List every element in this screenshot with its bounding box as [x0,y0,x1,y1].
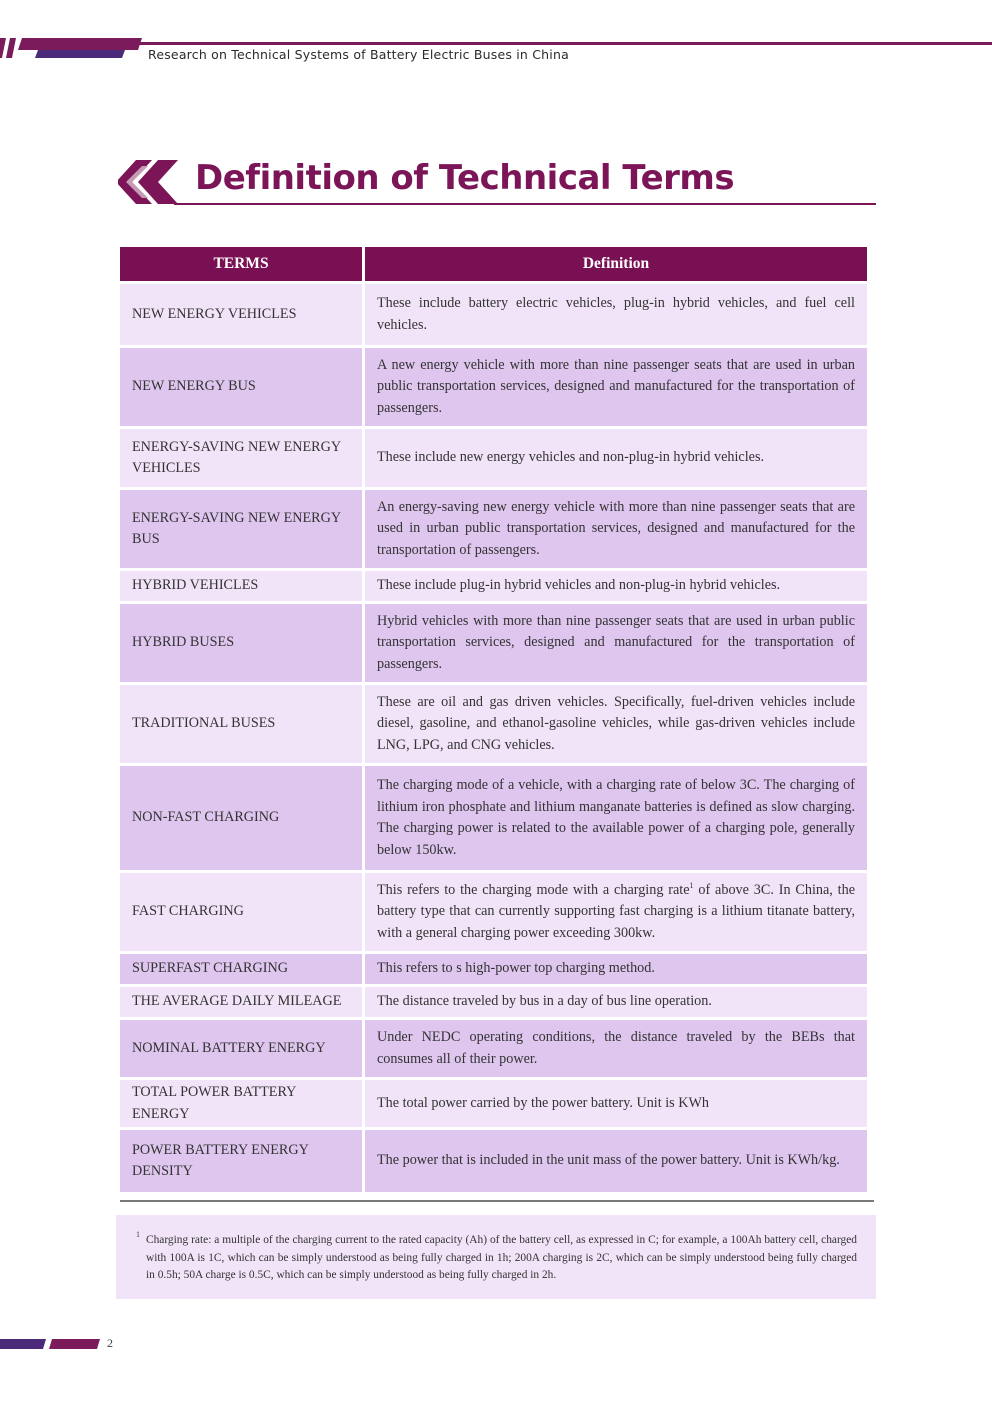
definition-cell: Hybrid vehicles with more than nine passenger seats that are used in urban public transportation services, designed and manufactured for the transportation of passengers. [365,604,867,682]
term-cell: FAST CHARGING [120,873,362,951]
definition-cell: These include battery electric vehicles, plug-in hybrid vehicles, and fuel cell vehicles. [365,284,867,345]
table-header-row [120,247,867,281]
term-cell: ENERGY-SAVING NEW ENERGY BUS [120,490,362,568]
definition-cell: These are oil and gas driven vehicles. Specifically, fuel-driven vehicles include diesel, gasoline, and ethanol-gasoline vehicles, while gas-driven vehicles include LNG, LPG, and CNG vehicles. [365,685,867,763]
column-header-terms: TERMS [120,247,362,281]
definition-text: This refers to the charging mode with a charging rate [377,881,690,898]
footnote-reference[interactable]: 1 [689,880,694,890]
definition-cell: These include plug-in hybrid vehicles and non-plug-in hybrid vehicles. [365,571,867,601]
double-chevron-left-icon [118,158,184,206]
definition-cell: This refers to s high-power top charging method. [365,954,867,984]
table-row [120,987,867,1017]
definition-cell: The distance traveled by bus in a day of bus line operation. [365,987,867,1017]
definition-cell: A new energy vehicle with more than nine passenger seats that are used in urban public transportation services, designed and manufactured for the transportation of passengers. [365,348,867,426]
footnote-marker: 1 [136,1230,140,1239]
running-header-title: Research on Technical Systems of Battery Electric Buses in China [148,47,569,62]
definition-cell [365,873,867,951]
page-title: Definition of Technical Terms [195,158,735,198]
term-cell: NOMINAL BATTERY ENERGY [120,1020,362,1077]
term-cell: NON-FAST CHARGING [120,766,362,870]
page-number: 2 [107,1336,113,1350]
term-cell: HYBRID VEHICLES [120,571,362,601]
term-cell: TOTAL POWER BATTERY ENERGY [120,1080,362,1127]
definition-cell: The total power carried by the power battery. Unit is KWh [365,1080,867,1127]
term-cell: SUPERFAST CHARGING [120,954,362,984]
term-cell: THE AVERAGE DAILY MILEAGE [120,987,362,1017]
table-row [120,604,867,682]
section-title-block [118,152,876,208]
table-row [120,685,867,763]
header-rule [138,42,992,45]
table-row [120,1020,867,1077]
table-row [120,954,867,984]
table-row [120,348,867,426]
definition-text: of above 3C. In China, the battery type that can currently supporting fast charging is a lithium titanate battery, with a general charging power exceeding 300kw. [377,881,855,941]
table-row [120,873,867,951]
term-cell: NEW ENERGY BUS [120,348,362,426]
table-row [120,490,867,568]
table-row [120,1080,867,1127]
definition-cell: Under NEDC operating conditions, the distance traveled by the BEBs that consumes all of their power. [365,1020,867,1077]
footnote-text: Charging rate: a multiple of the charging current to the rated capacity (Ah) of the battery cell, as expressed in C; for example, a 100Ah battery cell, charged with 100A is 1C, which can be simply understood as being fully charged in 1h; 200A charging is 2C, which can be simply understood being fully charged in 0.5h; 50A charge is 0.5C, which can be simply understood as being fully charged in 2h. [146,1234,857,1281]
definition-cell: The power that is included in the unit mass of the power battery. Unit is KWh/kg. [365,1130,867,1192]
definition-cell: An energy-saving new energy vehicle with more than nine passenger seats that are used in urban public transportation services, designed and manufactured for the transportation of passengers. [365,490,867,568]
term-cell: HYBRID BUSES [120,604,362,682]
table-row [120,284,867,345]
table-row [120,571,867,601]
definition-cell: These include new energy vehicles and non-plug-in hybrid vehicles. [365,429,867,487]
table-row [120,766,867,870]
footer-stripes-decoration [0,1339,100,1349]
term-cell: POWER BATTERY ENERGY DENSITY [120,1130,362,1192]
term-cell: ENERGY-SAVING NEW ENERGY VEHICLES [120,429,362,487]
footnote-box [116,1215,876,1299]
column-header-definition: Definition [365,247,867,281]
terms-table [117,244,870,1195]
term-cell: NEW ENERGY VEHICLES [120,284,362,345]
table-row [120,429,867,487]
table-row [120,1130,867,1192]
table-bottom-rule [120,1200,874,1202]
definition-cell: The charging mode of a vehicle, with a charging rate of below 3C. The charging of lithium iron phosphate and lithium manganate batteries is defined as slow charging. The charging power is related to the available power of a charging pole, generally below 150kw. [365,766,867,870]
term-cell: TRADITIONAL BUSES [120,685,362,763]
header-stripes-decoration [0,36,150,60]
title-underline [174,203,876,205]
